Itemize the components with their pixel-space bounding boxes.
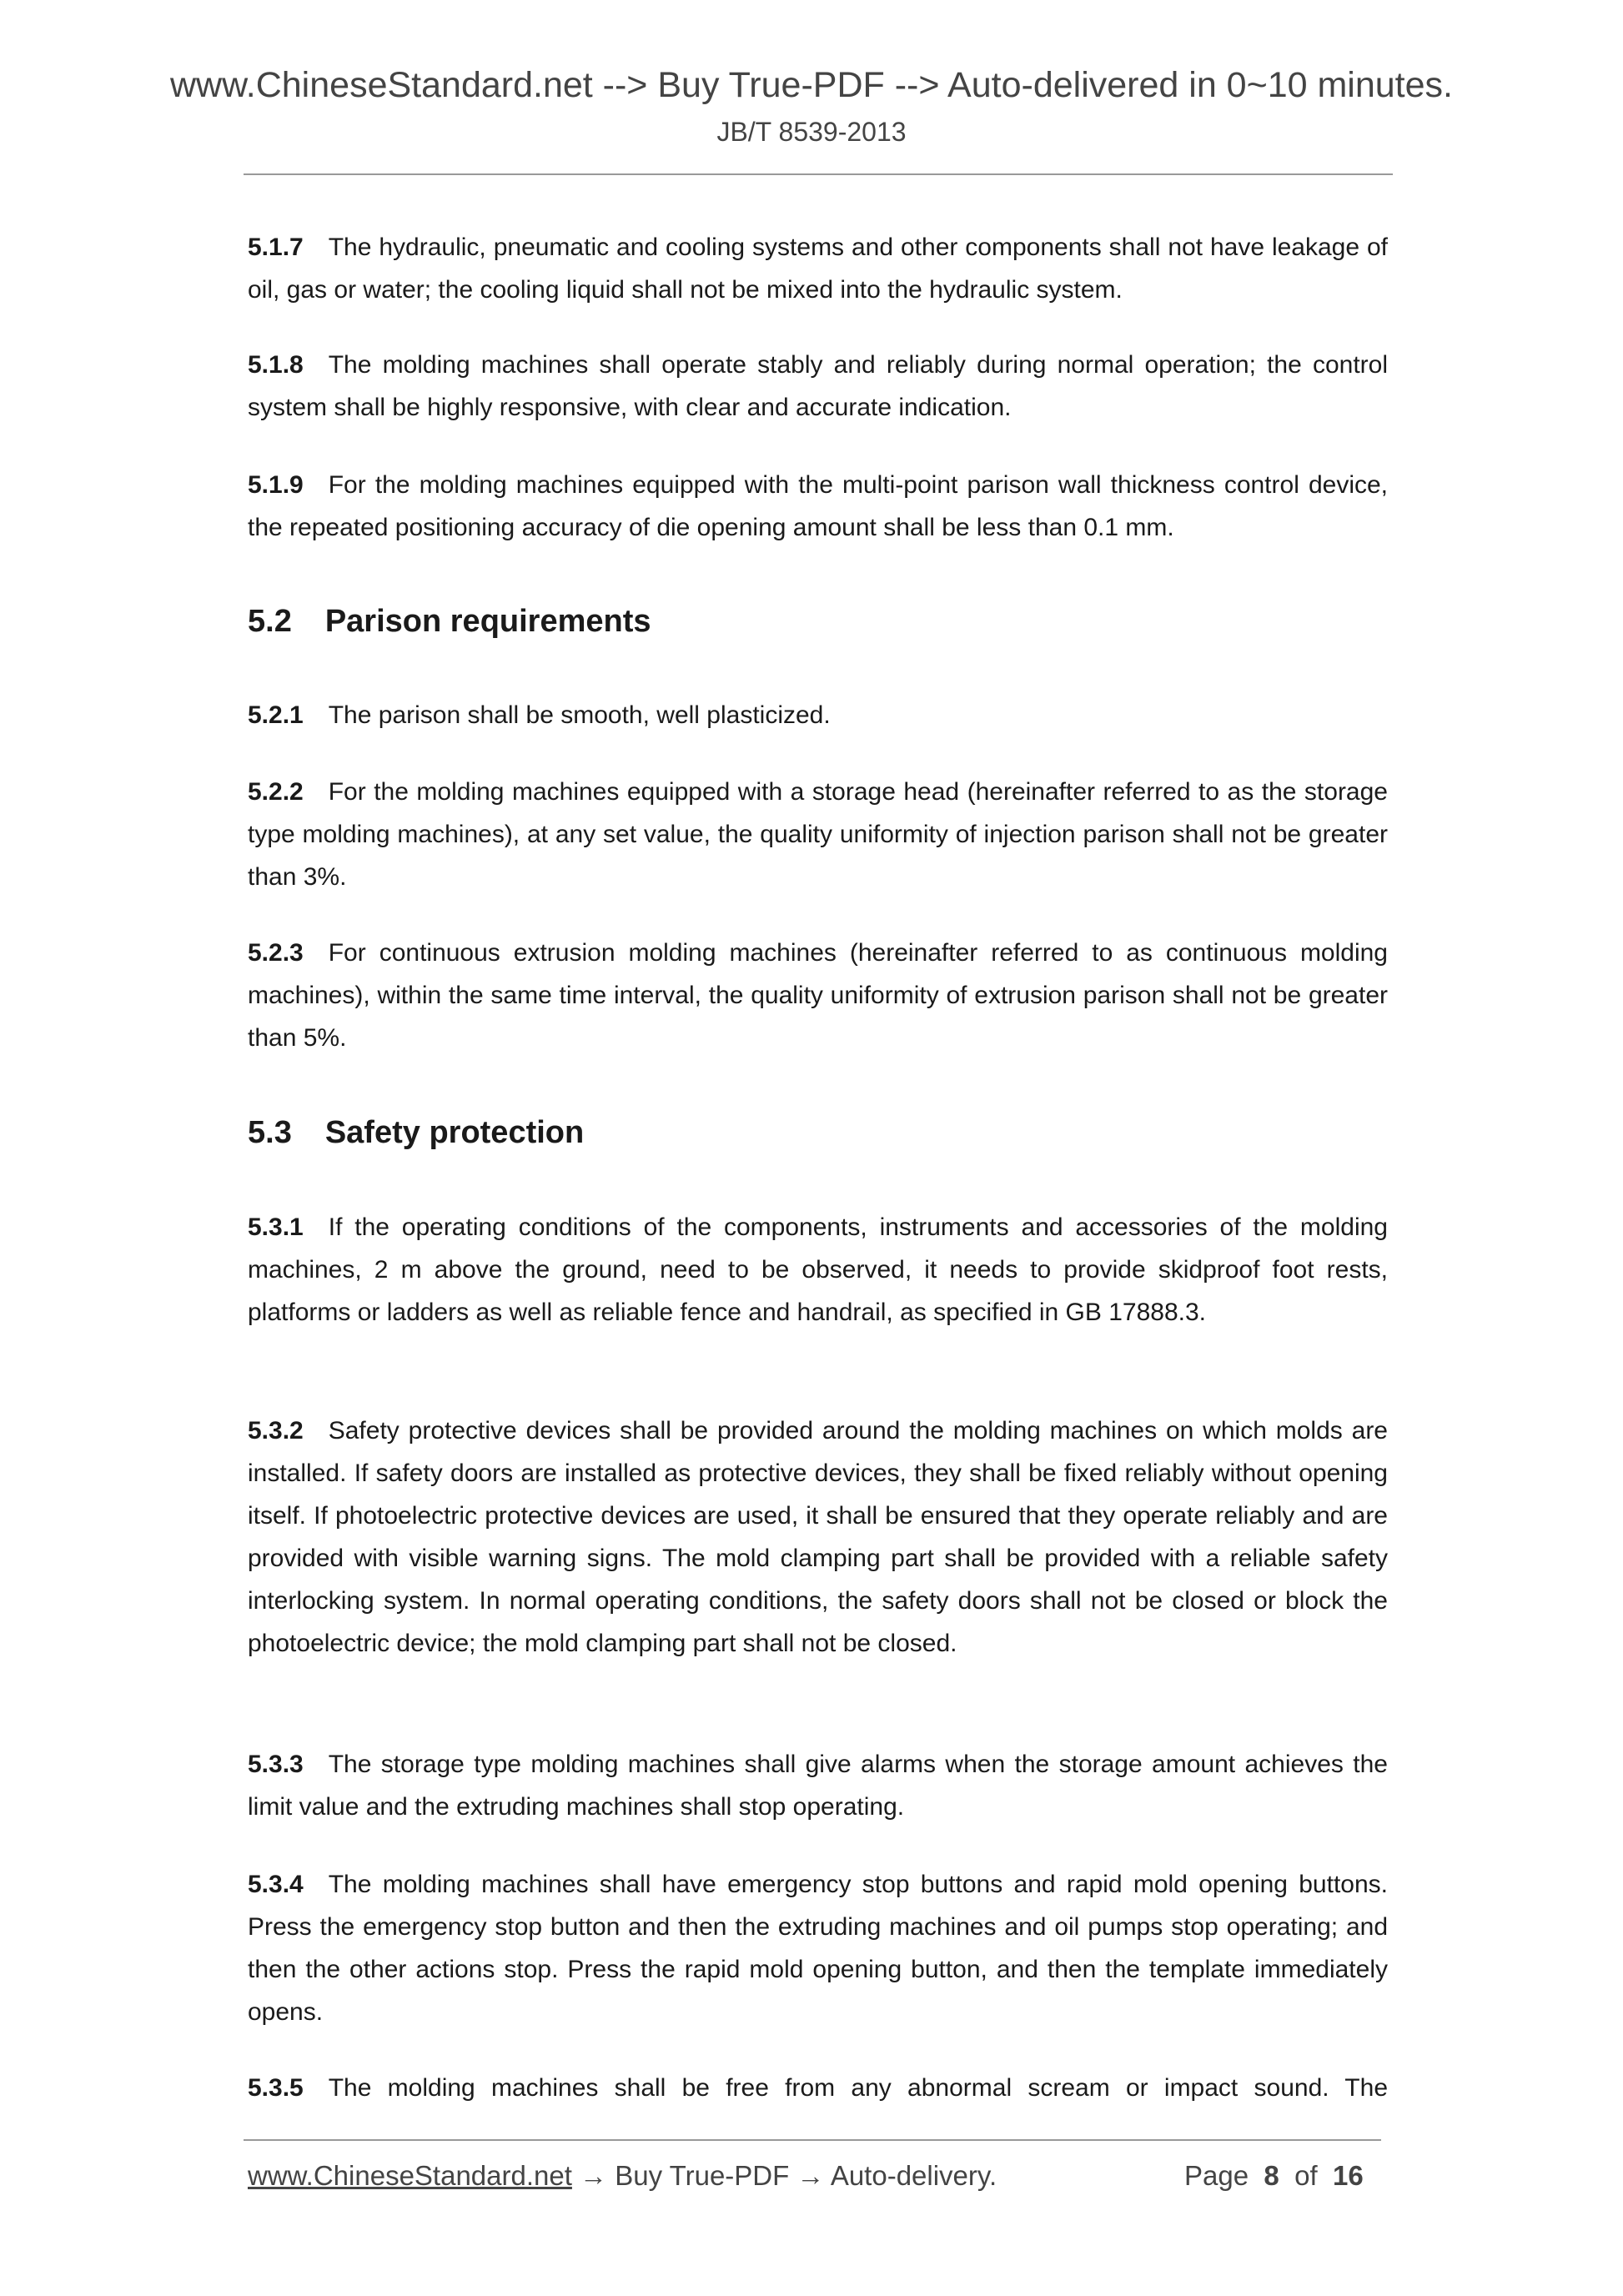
section-title: Parison requirements xyxy=(324,604,651,639)
page-label: Page xyxy=(1184,2160,1249,2191)
clause-number: 5.3.1 xyxy=(248,1213,304,1241)
clause-5-2-3 xyxy=(248,932,1388,1059)
section-number: 5.3 xyxy=(248,1115,292,1150)
clause-number: 5.3.5 xyxy=(248,2074,304,2102)
section-title: Safety protection xyxy=(324,1115,585,1150)
clause-text: If the operating conditions of the components, instruments and accessories of the molding machines, 2 m above the ground, need to be observed, it needs to provide skidproof foot rests, platforms or ladders as well as reliable fence and handrail, as specified in GB 17888.3. xyxy=(248,1213,1388,1326)
clause-number: 5.2.3 xyxy=(248,939,304,967)
clause-5-3-4 xyxy=(248,1863,1388,2033)
page-indicator xyxy=(1184,2160,1364,2192)
clause-number: 5.1.9 xyxy=(248,471,304,499)
clause-5-3-5 xyxy=(248,2067,1388,2109)
clause-text: Safety protective devices shall be provided around the molding machines on which molds are installed. If safety doors are installed as protective devices, they shall be fixed reliably without opening itself. If photoelectric protective devices are used, it shall be ensured that they operate reliably and are provided with visible warning signs. The mold clamping part shall be provided with a reliable safety interlocking system. In normal operating conditions, the safety doors shall not be closed or block the photoelectric device; the mold clamping part shall not be closed. xyxy=(248,1417,1388,1657)
clause-number: 5.3.2 xyxy=(248,1417,304,1444)
clause-text: The parison shall be smooth, well plasticized. xyxy=(328,701,831,729)
clause-number: 5.1.8 xyxy=(248,351,304,379)
footer-divider xyxy=(244,2139,1381,2141)
clause-text: For the molding machines equipped with the multi-point parison wall thickness control device, the repeated positioning accuracy of die opening amount shall be less than 0.1 mm. xyxy=(248,471,1388,541)
clause-number: 5.2.2 xyxy=(248,778,304,806)
standard-code: JB/T 8539-2013 xyxy=(716,117,907,147)
clause-5-1-8 xyxy=(248,344,1388,429)
section-heading-5-3 xyxy=(248,1112,584,1154)
clause-number: 5.2.1 xyxy=(248,701,304,729)
clause-text: The hydraulic, pneumatic and cooling systems and other components shall not have leakage of oil, gas or water; the cooling liquid shall not be mixed into the hydraulic system. xyxy=(248,234,1388,304)
clause-text: The molding machines shall operate stably and reliably during normal operation; the control system shall be highly responsive, with clear and accurate indication. xyxy=(248,351,1388,421)
total-pages: 16 xyxy=(1333,2160,1364,2191)
clause-number: 5.1.7 xyxy=(248,234,304,261)
page-number: 8 xyxy=(1264,2160,1279,2191)
clause-5-3-2 xyxy=(248,1409,1388,1665)
clause-text: The molding machines shall be free from any abnormal scream or impact sound. The xyxy=(328,2074,1388,2102)
clause-number: 5.3.4 xyxy=(248,1871,304,1898)
header-banner: www.ChineseStandard.net --> Buy True-PDF --> Auto-delivered in 0~10 minutes. xyxy=(169,65,1453,105)
header-divider xyxy=(244,173,1393,175)
footer-text: → Buy True-PDF → Auto-delivery. xyxy=(571,2160,997,2191)
clause-5-3-1 xyxy=(248,1206,1388,1334)
clause-text: The storage type molding machines shall give alarms when the storage amount achieves the limit value and the extruding machines shall stop operating. xyxy=(248,1751,1388,1821)
of-label: of xyxy=(1294,2160,1318,2191)
clause-5-2-1 xyxy=(248,694,1388,736)
clause-text: For the molding machines equipped with a storage head (hereinafter referred to as the storage type molding machines), at any set value, the quality uniformity of injection parison shall not be greater than 3%. xyxy=(248,778,1388,891)
clause-5-2-2 xyxy=(248,771,1388,898)
footer-tagline xyxy=(248,2160,997,2192)
clause-text: For continuous extrusion molding machines (hereinafter referred to as continuous molding machines), within the same time interval, the quality uniformity of extrusion parison shall not be greater than 5%. xyxy=(248,939,1388,1052)
clause-text: The molding machines shall have emergency stop buttons and rapid mold opening buttons. Press the emergency stop button and then the extruding machines and oil pumps stop operating; and then the other actions stop. Press the rapid mold opening button, and then the template immediately opens. xyxy=(248,1871,1388,2026)
clause-number: 5.3.3 xyxy=(248,1751,304,1778)
section-heading-5-2 xyxy=(248,600,651,643)
clause-5-1-9 xyxy=(248,464,1388,549)
footer-link[interactable]: www.ChineseStandard.net xyxy=(248,2160,572,2191)
section-number: 5.2 xyxy=(248,604,292,639)
clause-5-3-3 xyxy=(248,1743,1388,1828)
clause-5-1-7 xyxy=(248,226,1388,311)
